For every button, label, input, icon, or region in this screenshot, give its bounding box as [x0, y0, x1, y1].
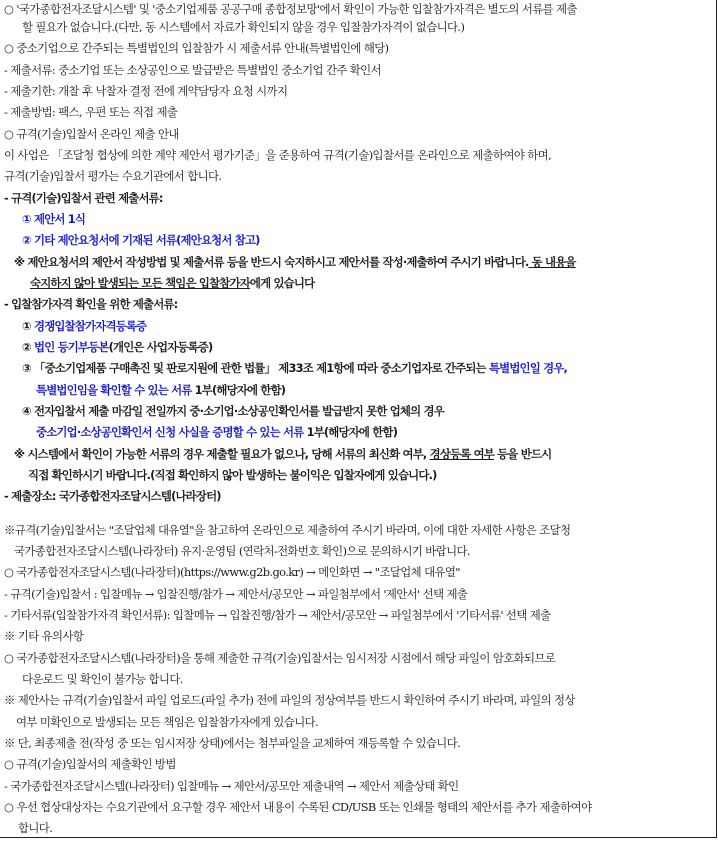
text-line: [22, 403, 444, 419]
text-line: [4, 147, 551, 163]
text-line: [36, 382, 285, 398]
text-run: ※규격(기술)입찰서는 "조달업체 대유열"을 참고하여 온라인으로 제출하여 주시기 바라며, 이에 대한 자세한 사항은 조달청: [4, 523, 571, 537]
text-run: ④ 전자입찰서 제출 마감일 전일까지 중·소기업·소상공인확인서를 발급받지 못한 업체의 경우: [22, 404, 444, 418]
text-run: - 기타서류(입찰참가자격 확인서류): 입찰메뉴 → 입찰진행/참가 → 제안서/공모안 → 파일첨부에서 '기타서류' 선택 제출: [4, 608, 551, 622]
text-run: ② 기타 제안요청서에 기재된 서류(제안요청서 참고): [22, 233, 260, 247]
text-run: ②: [22, 340, 35, 354]
text-run: 직접 확인하시기 바랍니다.(직접 확인하지 않아 발생하는 불이익은 입찰자에게 있습니다.): [28, 468, 437, 482]
text-run: ○ 규격(기술)입찰서의 제출확인 방법: [4, 757, 176, 771]
text-line: [4, 126, 179, 142]
text-line: [22, 671, 183, 687]
text-line: [14, 446, 551, 462]
text-line: [22, 232, 260, 248]
text-run: ※ 단, 최종제출 전(작성 중 또는 임시저장 상태)에서는 첨부파일을 교체하여 재등록할 수 있습니다.: [4, 736, 461, 750]
text-run: 이 사업은 「조달청 협상에 의한 계약 제안서 평가기준」을 준용하여 규격(기술)입찰서를 온라인으로 제출하여야 하며,: [4, 148, 552, 162]
text-line: [22, 19, 464, 35]
text-line: [4, 650, 555, 666]
text-line: [4, 564, 460, 580]
text-line: [14, 254, 576, 270]
text-run: ① 제안서 1식: [22, 212, 86, 226]
text-line: [36, 424, 397, 440]
text-line: [4, 735, 460, 751]
text-run: ○ 국가종합전자조달시스템(나라장터)을 통해 제출한 규격(기술)입찰서는 임시저장 시점에서 해당 파일이 암호화되므로: [4, 651, 556, 665]
text-line: [4, 628, 83, 644]
text-line: [4, 522, 570, 538]
text-run: (개인은 사업자등록증): [108, 340, 213, 354]
text-line: [18, 820, 52, 836]
text-run: ○ 규격(기술)입찰서 온라인 제출 안내: [4, 127, 179, 141]
text-line: [30, 275, 314, 291]
text-run: - 제출장소: 국가종합전자조달시스템(나라장터): [4, 489, 221, 503]
text-line: [4, 607, 551, 623]
text-line: [4, 83, 287, 99]
text-run: 중소기업·소상공인확인서 신청 사실을 증명할 수 있는 서류: [36, 425, 304, 439]
text-run: 법인 등기부등본: [34, 340, 109, 354]
text-line: [16, 714, 318, 730]
text-run: ○ '국가종합전자조달시스템' 및 '중소기업제품 공공구매 종합정보망'에서 확인이 가능한 입찰참가자격은 별도의 서류를 제출: [4, 2, 577, 16]
text-line: [4, 488, 221, 504]
text-line: [4, 692, 575, 708]
text-run: ○ 중소기업으로 간주되는 특별법인의 입찰참가 시 제출서류 안내(특별법인에 해당): [4, 41, 389, 55]
text-run: 특별법인임을 확인할 수 있는 서류: [36, 383, 192, 397]
text-line: [22, 318, 146, 334]
text-run: - 제출서류: 중소기업 또는 소상공인으로 발급받은 특별법인 중소기업 간주 확인서: [4, 63, 381, 77]
text-run: ③ 「중소기업제품 구매촉진 및 판로지원에 관한 법률」 제33조 제1항에 따라 중소기업자로 간주되는: [22, 361, 489, 375]
text-line: [4, 756, 176, 772]
text-line: [4, 1, 577, 17]
text-run: ※ 시스템에서 확인이 가능한 서류의 경우 제출할 필요가 없으나, 당해 서류의 최신화 여부,: [14, 447, 430, 461]
text-run: 규격(기술)입찰서 평가는 수요기관에서 합니다.: [4, 169, 222, 183]
text-line: [4, 778, 459, 794]
text-run: - 규격(기술)입찰서 관련 제출서류:: [4, 191, 163, 205]
text-run: 할 필요가 없습니다.(다만, 동 시스템에서 자료가 확인되지 않을 경우 입찰참가자격이 없습니다.): [22, 20, 465, 34]
text-line: [4, 62, 381, 78]
text-run: 여부 미확인으로 발생되는 모든 책임은 입찰참가자에게 있습니다.: [16, 715, 319, 729]
text-run: - 규격(기술)입찰서 : 입찰메뉴 → 입찰진행/참가 → 제안서/공모안 → 파일첨부에서 '제안서' 선택 제출: [4, 587, 468, 601]
text-run: 에게 있습니다: [249, 276, 315, 290]
text-run: ①: [22, 319, 35, 333]
text-run: ※ 기타 유의사항: [4, 629, 84, 643]
text-line: [4, 40, 389, 56]
text-line: [4, 586, 467, 602]
text-run: ※ 제안요청서의 제안서 작성방법 및 제출서류 등을 반드시 숙지하시고 제안서를 작성·제출하여 주시기 바랍니다.: [14, 255, 529, 269]
text-line: [28, 467, 437, 483]
text-run: 다운로드 및 확인이 불가능 합니다.: [22, 672, 183, 686]
text-run: - 국가종합전자조달시스템(나라장터) 입찰메뉴 → 제안서/공모안 제출내역 → 제안서 제출상태 확인: [4, 779, 459, 793]
text-run: 경쟁입찰참가자격등록증: [34, 319, 147, 333]
text-run: - 입찰참가자격 확인을 위한 제출서류:: [4, 297, 178, 311]
text-line: [4, 190, 163, 206]
text-line: [4, 799, 591, 815]
text-run: 합니다.: [18, 821, 53, 835]
text-run: ○ 우선 협상대상자는 수요기관에서 요구할 경우 제안서 내용이 수록된 CD/USB 또는 인쇄물 형태의 제안서를 추가 제출하여야: [4, 800, 592, 814]
text-line: [22, 211, 85, 227]
text-run: 등을 반드시: [494, 447, 552, 461]
text-line: [22, 360, 567, 376]
text-run: - 제출기한: 개찰 후 낙찰자 결정 전에 계약담당자 요청 시까지: [4, 84, 288, 98]
text-line: [4, 104, 177, 120]
text-line: [4, 296, 177, 312]
text-run: - 제출방법: 팩스, 우편 또는 직접 제출: [4, 105, 178, 119]
text-run: 경상등록 여부: [429, 447, 494, 461]
text-run: 1부(해당자에 한함): [191, 383, 286, 397]
text-line: [22, 339, 212, 355]
text-run: 동 내용을: [528, 255, 576, 269]
text-run: 숙지하지 않아 발생되는 모든 책임은 입찰참가자: [30, 276, 250, 290]
text-run: 특별법인일 경우,: [488, 361, 568, 375]
text-run: ※ 제안사는 규격(기술)입찰서 파일 업로드(파일 추가) 전에 파일의 정상여부를 반드시 확인하여 주시기 바라며, 파일의 정상: [4, 693, 575, 707]
text-run: ○ 국가종합전자조달시스템(나라장터)(https://www.g2b.go.kr) → 메인화면 → "조달업체 대유열": [4, 565, 460, 579]
text-line: [14, 543, 470, 559]
text-line: [4, 168, 221, 184]
text-run: 1부(해당자에 한함): [303, 425, 398, 439]
text-run: 국가종합전자조달시스템(나라장터) 유지·운영팀 (연락처-전화번호 확인)으로 문의하시기 바랍니다.: [14, 544, 470, 558]
